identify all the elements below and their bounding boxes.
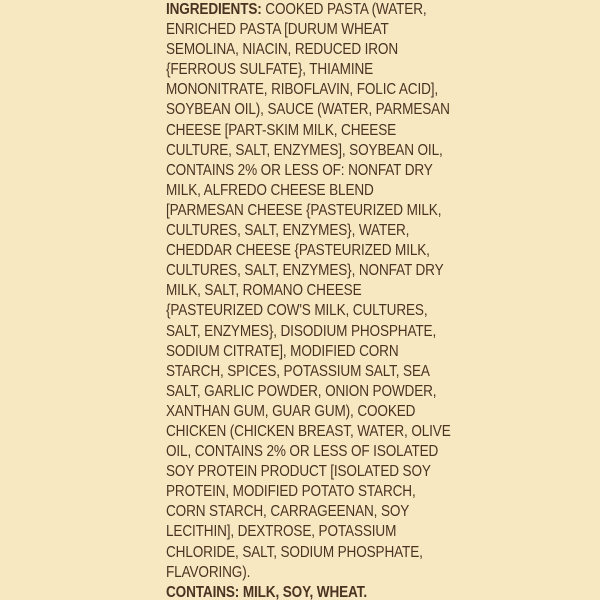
ingredients-line: CHEESE [PART-SKIM MILK, CHEESE bbox=[166, 121, 397, 139]
ingredients-line: MILK, SALT, ROMANO CHEESE bbox=[166, 282, 362, 300]
ingredients-line-text: COOKED PASTA (WATER, bbox=[261, 1, 427, 18]
ingredients-line: PROTEIN, MODIFIED POTATO STARCH, bbox=[166, 483, 416, 501]
ingredients-line: STARCH, SPICES, POTASSIUM SALT, SEA bbox=[166, 362, 430, 380]
ingredients-line: SEMOLINA, NIACIN, REDUCED IRON bbox=[166, 41, 399, 59]
ingredients-line: FLAVORING). bbox=[166, 563, 251, 581]
ingredients-line: {PASTEURIZED COW'S MILK, CULTURES, bbox=[166, 302, 428, 320]
ingredients-line: XANTHAN GUM, GUAR GUM), COOKED bbox=[166, 402, 416, 420]
ingredients-line-1 bbox=[166, 0, 427, 20]
allergen-contains-statement: CONTAINS: MILK, SOY, WHEAT. bbox=[166, 583, 367, 600]
ingredients-line: CULTURE, SALT, ENZYMES], SOYBEAN OIL, bbox=[166, 141, 443, 159]
ingredients-text-block bbox=[166, 0, 451, 600]
ingredients-line: SODIUM CITRATE], MODIFIED CORN bbox=[166, 342, 399, 360]
ingredients-line: MONONITRATE, RIBOFLAVIN, FOLIC ACID], bbox=[166, 81, 439, 99]
ingredients-line: {FERROUS SULFATE}, THIAMINE bbox=[166, 61, 374, 79]
ingredients-line: OIL, CONTAINS 2% OR LESS OF ISOLATED bbox=[166, 443, 439, 461]
ingredients-line: SALT, GARLIC POWDER, ONION POWDER, bbox=[166, 382, 437, 400]
ingredients-heading: INGREDIENTS: bbox=[166, 1, 262, 18]
ingredients-line: CULTURES, SALT, ENZYMES}, NONFAT DRY bbox=[166, 262, 444, 280]
ingredients-line: CHLORIDE, SALT, SODIUM PHOSPHATE, bbox=[166, 543, 423, 561]
ingredients-line: CONTAINS 2% OR LESS OF: NONFAT DRY bbox=[166, 161, 433, 179]
ingredients-line: CHEDDAR CHEESE {PASTEURIZED MILK, bbox=[166, 242, 430, 260]
ingredients-line: CORN STARCH, CARRAGEENAN, SOY bbox=[166, 503, 410, 521]
ingredients-line: ENRICHED PASTA [DURUM WHEAT bbox=[166, 21, 389, 39]
ingredients-line: LECITHIN], DEXTROSE, POTASSIUM bbox=[166, 523, 397, 541]
ingredients-line: SOYBEAN OIL), SAUCE (WATER, PARMESAN bbox=[166, 101, 450, 119]
ingredients-line: MILK, ALFREDO CHEESE BLEND bbox=[166, 181, 374, 199]
ingredients-line: SALT, ENZYMES}, DISODIUM PHOSPHATE, bbox=[166, 322, 437, 340]
ingredients-line: CULTURES, SALT, ENZYMES}, WATER, bbox=[166, 222, 410, 240]
ingredients-line: SOY PROTEIN PRODUCT [ISOLATED SOY bbox=[166, 463, 431, 481]
ingredients-line: CHICKEN (CHICKEN BREAST, WATER, OLIVE bbox=[166, 422, 451, 440]
ingredients-line: [PARMESAN CHEESE {PASTEURIZED MILK, bbox=[166, 201, 442, 219]
